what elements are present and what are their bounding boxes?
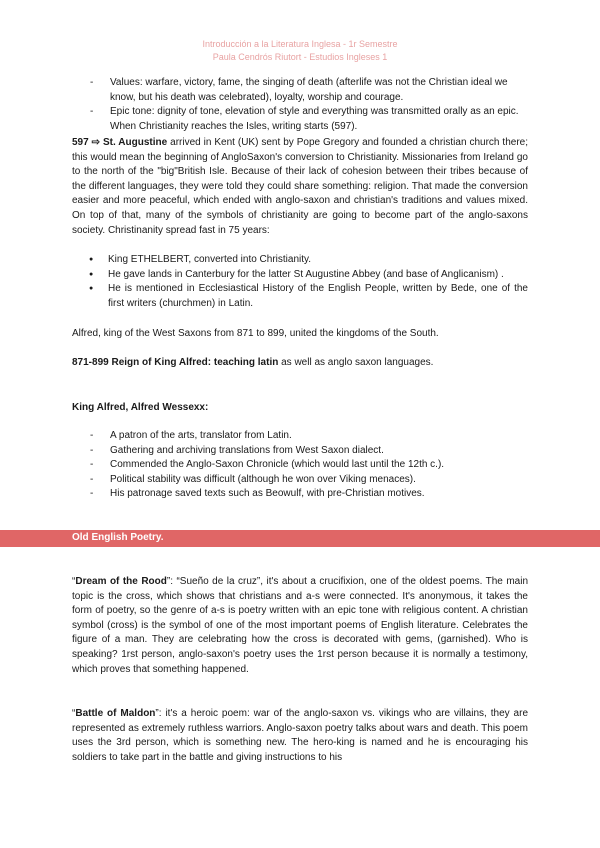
header-course-line: Introducción a la Literatura Inglesa - 1r Semestre: [202, 39, 398, 49]
reign-bold: 871-899 Reign of King Alfred: teaching latin: [72, 357, 279, 368]
section-heading-bar: [0, 530, 600, 547]
alfred-heading: [72, 401, 528, 416]
maldon-text: ”: it's a heroic poem: war of the anglo-saxon vs. vikings who are villains, they are represented as extremely ruthless warriors. Anglo-saxon poetry talks about wars and death. This poem uses the 3rd person, which is something new. The hero-king is named and he is encouraging his soldiers to take part in the battle and giving instructions to his: [72, 708, 529, 763]
quote-mark: “: [72, 708, 76, 719]
quote-mark: “: [72, 576, 76, 587]
alfred-list: [72, 429, 528, 502]
alfred-line: Alfred, king of the West Saxons from 871 to 899, united the kingdoms of the South.: [72, 328, 439, 339]
rood-paragraph: [72, 575, 528, 677]
list-item: ● King ETHELBERT, converted into Christianity.: [72, 253, 528, 268]
alfred-heading-text: King Alfred, Alfred Wessexx:: [72, 402, 209, 413]
values-list: [72, 76, 528, 134]
maldon-title: Battle of Maldon: [75, 708, 156, 719]
page-header: [0, 38, 600, 64]
maldon-paragraph: [72, 707, 528, 765]
augustine-lead: 597 ⇨ St. Augustine: [72, 137, 168, 148]
reign-line: [72, 356, 528, 371]
list-item: - Commended the Anglo-Saxon Chronicle (which would last until the 12th c.).: [72, 458, 528, 473]
reign-rest: as well as anglo saxon languages.: [278, 357, 434, 368]
alfred-section: [72, 429, 528, 502]
list-item: ● He gave lands in Canterbury for the latter St Augustine Abbey (and base of Anglicanism) .: [72, 268, 528, 283]
rood-text: ”: “Sueño de la cruz”, it's about a crucifixion, one of the oldest poems. The main topic is the cross, which shows that christians and a-s were connected. It's anonymous, it takes the form of poetry, so the genre of a-s is poetry written with an epic tone with religious content. A christian symbol (cross) is the symbol of one of the most important poems of English literature. Celebrates the figure of a man. They are celebrating how the cross is decorated with gems, (garnished). Who is speaking? 1rst person, anglo-saxon's poetry uses the 1rst person because it is normally a testimony, which proves that something happened.: [72, 576, 529, 675]
christianity-section: [72, 253, 528, 311]
list-item: - Epic tone: dignity of tone, elevation of style and everything was transmitted orally as an epic. When Christianity reaches the Isles, writing starts (597).: [72, 105, 528, 134]
rood-title: Dream of the Rood: [75, 576, 167, 587]
christianity-list: [72, 253, 528, 311]
header-author-line: Paula Cendrós Riutort - Estudios Ingleses 1: [212, 52, 388, 62]
list-item: - His patronage saved texts such as Beowulf, with pre-Christian motives.: [72, 487, 528, 502]
values-section: [72, 76, 528, 134]
list-item: ● He is mentioned in Ecclesiastical History of the English People, written by Bede, one of the first writers (churchmen) in Latin.: [72, 282, 528, 311]
section-title: Old English Poetry.: [72, 532, 164, 543]
list-item: - Political stability was difficult (although he won over Viking menaces).: [72, 473, 528, 488]
list-item: - Values: warfare, victory, fame, the singing of death (afterlife was not the Christian ideal we know, but his death was celebrated), loyalty, worship and courage.: [72, 76, 528, 105]
augustine-paragraph: [72, 136, 528, 238]
augustine-text: arrived in Kent (UK) sent by Pope Gregory and founded a christian church there; this would mean the beginning of AngloSaxon's conversion to Christianity. Missionaries from Ireland go to the north of the "big"British Isle. Because of their lack of cohesion between their tribes because of the different languages, they were told they could share something: religion. That made the conversion easier and more peaceful, which ended with anglo-saxon and christian's traditions and values mixed. On top of that, many of the symbols of christianity are going to become part of the anglo-saxons society. Christinanity spread fast in 75 years:: [72, 137, 528, 236]
list-item: - Gathering and archiving translations from West Saxon dialect.: [72, 444, 528, 459]
list-item: - A patron of the arts, translator from Latin.: [72, 429, 528, 444]
